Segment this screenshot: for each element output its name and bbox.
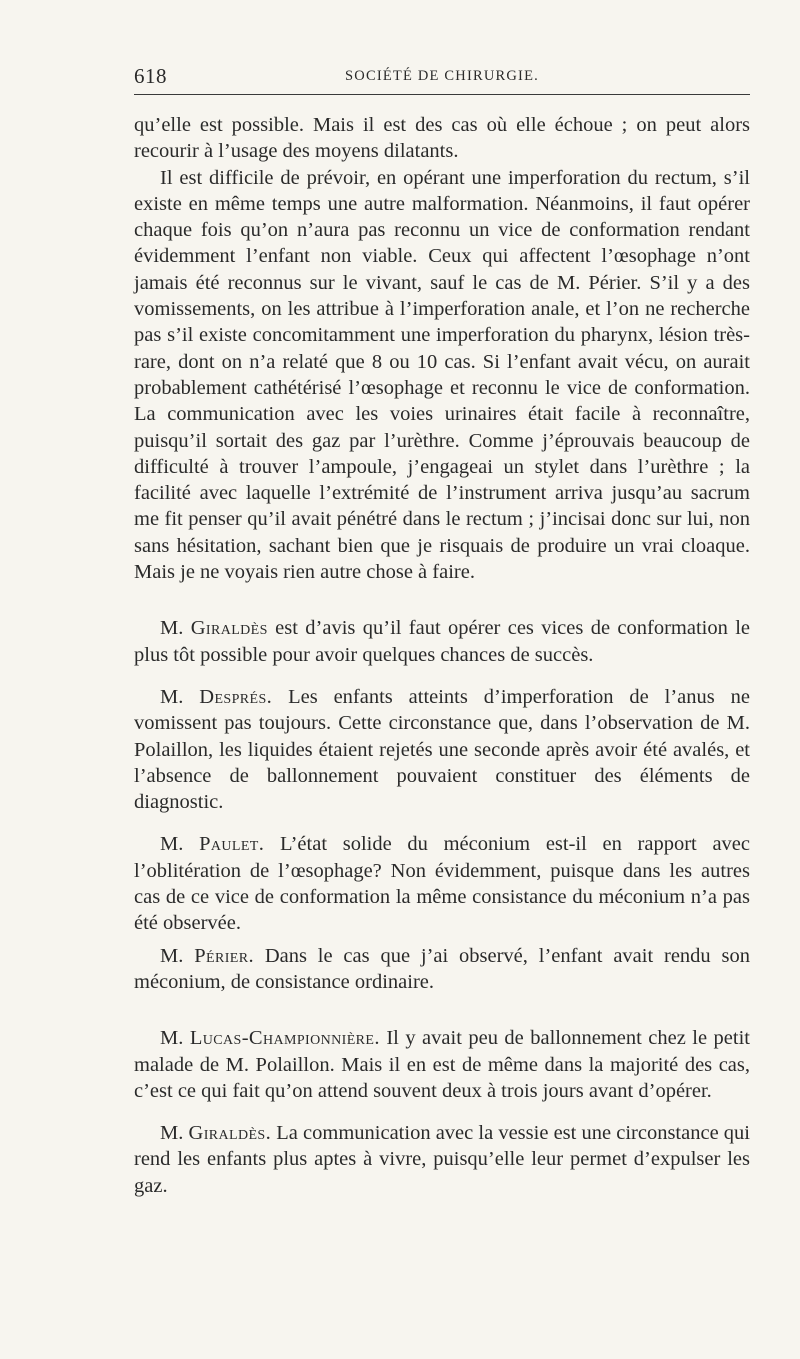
body-text [134,112,750,1199]
header-rule [134,94,750,95]
paragraph-text: L’état solide du méconium est-il en rapport avec l’oblitération de l’œsophage? Non évidemment, puisque dans les autres cas de ce vice de conformation la même consistance du méconium n’a pas été observée. [134,833,750,935]
paragraph-perier [134,943,750,996]
speaker-prefix: M. [160,833,200,856]
paragraph-text: Les enfants atteints d’imperforation de l’anus ne vomissent pas toujours. Cette circonstance que, dans l’observation de M. Polaillon, les liquides étaient rejetés une seconde après avoir été avalés, et l’absence de ballonnement pouvaient constituer des éléments de diagnostic. [134,685,750,814]
paragraph-text: est d’avis qu’il faut opérer ces vices de conformation le plus tôt possible pour avoir quelques chances de succès. [134,617,750,666]
paragraph-polaillon-reply [134,165,750,586]
speaker-prefix: M. [160,1027,190,1050]
paragraph-paulet [134,831,750,936]
speaker-prefix: M. [160,944,195,967]
paragraph-text: Il y avait peu de ballonnement chez le petit malade de M. Polaillon. Mais il en est de même dans la majorité des cas, c’est ce qui fait qu’on attend souvent deux à trois jours avant d’opérer. [134,1027,750,1102]
speaker-name: Périer. [194,944,254,967]
paragraph-giraldes-1 [134,615,750,668]
speaker-name: Després. [199,685,273,708]
speaker-prefix: M. [160,1122,189,1145]
speaker-name: Giraldès. [188,1122,272,1145]
paragraph-despres [134,684,750,815]
paragraph-lucas-championniere [134,1025,750,1104]
paragraph-text: Dans le cas que j’ai observé, l’enfant avait rendu son méconium, de consistance ordinaire. [134,944,750,993]
paragraph-giraldes-2 [134,1120,750,1199]
speaker-name: Lucas-Championnière. [189,1027,380,1050]
paragraph-continuation [134,112,750,165]
paragraph-text: qu’elle est possible. Mais il est des cas où elle échoue ; on peut alors recourir à l’usage des moyens dilatants. [134,114,750,163]
page-number: 618 [134,64,167,88]
speaker-prefix: M. [160,617,191,640]
speaker-name: Giraldès [190,617,268,640]
journal-title: SOCIÉTÉ DE CHIRURGIE. [345,68,539,84]
paragraph-text: Il est difficile de prévoir, en opérant une imperforation du rectum, s’il existe en même temps une autre malformation. Néanmoins, il faut opérer chaque fois qu’on n’aura pas reconnu un vice de conformation rendant évidemment l’enfant non viable. Ceux qui affectent l’œsophage n’ont jamais été reconnus sur le vivant, sauf le cas de M. Périer. S’il y a des vomissements, on les attribue à l’imperforation anale, et l’on ne recherche pas s’il existe concomitamment une imperforation du pharynx, lésion très-rare, dont on n’a relaté que 8 ou 10 cas. Si l’enfant avait vécu, on aurait probablement cathétérisé l’œsophage et reconnu le vice de conformation. La communication avec les voies urinaires était facile à reconnaître, puisqu’il sortait des gaz par l’urèthre. Comme j’éprouvais beaucoup de difficulté à trouver l’ampoule, j’engageai un stylet dans l’urèthre ; la facilité avec laquelle l’extrémité de l’instrument arriva jusqu’au sacrum me fit penser qu’il avait pénétré dans le rectum ; j’incisai donc sur lui, non sans hésitation, sachant bien que je risquais de produire un vrai cloaque. Mais je ne voyais rien autre chose à faire. [134,166,750,584]
speaker-prefix: M. [160,685,200,708]
running-head [134,58,750,88]
speaker-name: Paulet. [199,833,265,856]
paragraph-text: La communication avec la vessie est une circonstance qui rend les enfants plus aptes à vivre, puisqu’elle leur permet d’expulser les gaz. [134,1122,750,1197]
